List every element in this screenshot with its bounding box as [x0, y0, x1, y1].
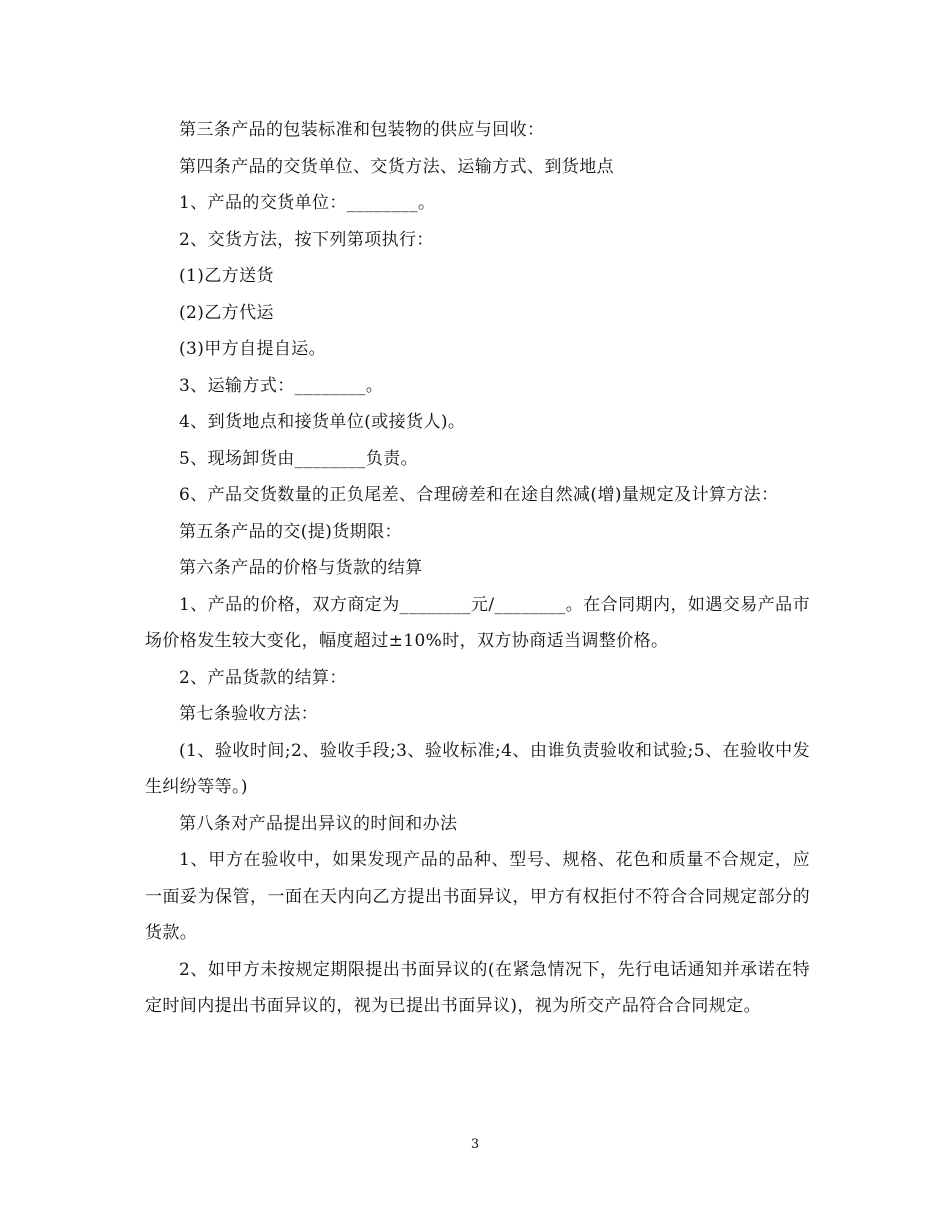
paragraph-article-8: 第八条对产品提出异议的时间和办法	[179, 813, 458, 834]
paragraph-option-1: (1)乙方送货	[179, 266, 274, 286]
paragraph-option-3: (3)甲方自提自运。	[179, 339, 327, 359]
paragraph-delivery-method: 2、交货方法，按下列第项执行：	[179, 229, 434, 250]
paragraph-unloading: 5、现场卸货由________负责。	[179, 448, 419, 469]
paragraph-quantity-tolerance: 6、产品交货数量的正负尾差、合理磅差和在途自然减(增)量规定及计算方法：	[179, 485, 779, 505]
paragraph-option-2: (2)乙方代运	[179, 302, 274, 323]
page-number: 3	[470, 1137, 480, 1152]
paragraph-delivery-unit: 1、产品的交货单位：________。	[179, 193, 436, 213]
paragraph-objection-2: 2、如甲方未按规定期限提出书面异议的(在紧急情况下，先行电话通知并承诺在特定时间内提出书面异议的，视为已提出书面异议)，视为所交产品符合合同规定。	[145, 959, 810, 1016]
paragraph-settlement: 2、产品货款的结算：	[179, 667, 347, 688]
paragraph-inspection-details: (1、验收时间;2、验收手段;3、验收标准;4、由谁负责验收和试验;5、在验收中发生纠纷等等。)	[145, 740, 810, 797]
paragraph-destination: 4、到货地点和接货单位(或接货人)。	[179, 412, 466, 432]
paragraph-objection-1: 1、甲方在验收中，如果发现产品的品种、型号、规格、花色和质量不合规定，应一面妥为保管，一面在天内向乙方提出书面异议，甲方有权拒付不符合合同规定部分的货款。	[145, 850, 810, 943]
paragraph-article-7: 第七条验收方法：	[179, 704, 319, 724]
paragraph-article-6: 第六条产品的价格与货款的结算	[179, 558, 423, 578]
paragraph-article-4: 第四条产品的交货单位、交货方法、运输方式、到货地点	[179, 156, 614, 177]
paragraph-article-5: 第五条产品的交(提)货期限：	[179, 521, 402, 542]
paragraph-transport-method: 3、运输方式：________。	[179, 375, 384, 396]
document-body	[145, 112, 810, 1025]
paragraph-price: 1、产品的价格，双方商定为________元/________。在合同期内，如遇交易产品市场价格发生较大变化，幅度超过±10%时，双方协商适当调整价格。	[145, 594, 810, 651]
paragraph-article-3: 第三条产品的包装标准和包装物的供应与回收：	[179, 120, 545, 140]
